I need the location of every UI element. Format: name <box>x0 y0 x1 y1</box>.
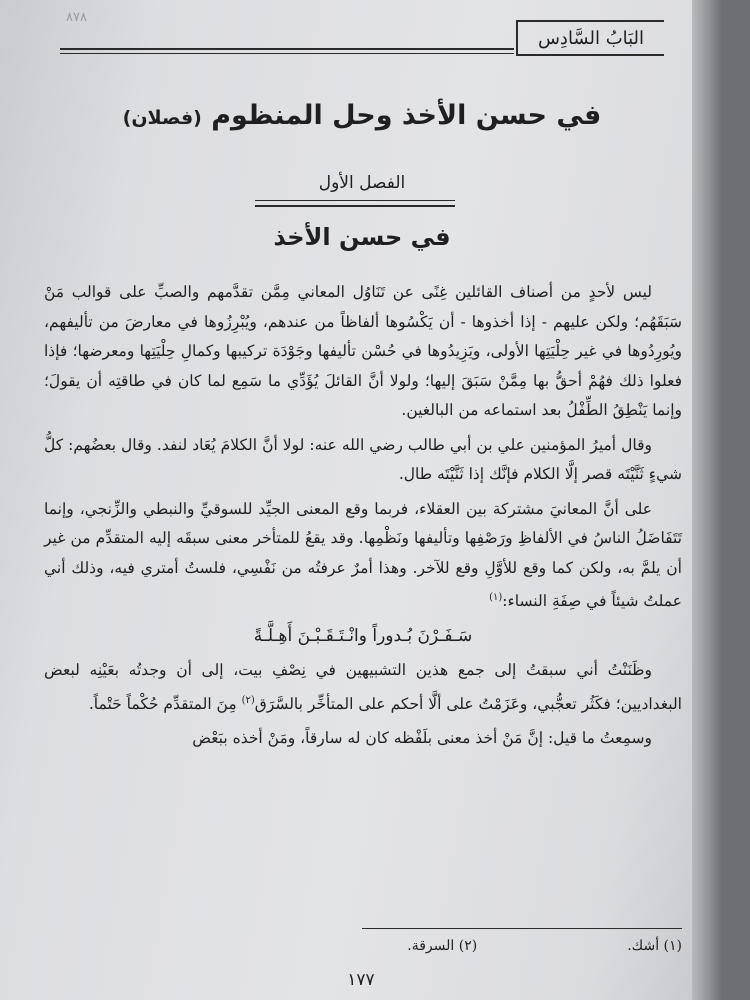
paragraph <box>44 656 682 719</box>
paragraph: ليس لأحدٍ من أصناف القائلين غِنًى عن تَنَاوُل المعاني مِمَّن تقدَّمهم والصبِّ على قوالب مَنْ سَبَقَهُم؛ ولكن عليهم - إذا أخذوها - أن يَكْسُوها ألفاظاً من عندهم، ويُبْرِزُوها في معارضَ من تأليفهم، ويُورِدُوها في غير حِلْيَتِها الأولى، ويَزِيدُوها في حُسْن تأليفها وجَوْدَة تركيبها وكمالِ حِلْيَتِها ومعرضها؛ فإذا فعلوا ذلك فهُمْ أحقُّ بها مِمَّنْ سَبَقَ إليها؛ ولولا أنَّ القائلَ يُؤَدِّي ما سَمِع لما كان في طاقتِه أن يقولَ؛ وإنما يَنْطِقُ الطِّفْلُ بعد استماعه من البالغين. <box>44 283 682 419</box>
verse-line: سَـفَـرْنَ بُـدوراً وانْـتَـقَـبْـنَ أَهِـلَّـةً <box>253 625 473 646</box>
section-title: في حسن الأخذ <box>273 223 451 251</box>
section-label: الفصل الأول <box>318 173 406 193</box>
footnote-ref: (٢) <box>241 694 255 706</box>
paragraph-text: مِنَ المتقدِّم حُكْماً حَتْماً. <box>88 694 237 713</box>
body-text <box>44 278 682 759</box>
running-header <box>60 14 664 58</box>
page-edge-shadow <box>692 0 722 1000</box>
running-title: البَابُ السَّادِس <box>516 20 664 56</box>
page-number: ١٧٧ <box>347 970 375 990</box>
paragraph <box>44 495 682 617</box>
section-rule-bold <box>255 205 455 207</box>
bleed-through-page-number: ٨٧٨ <box>66 10 87 25</box>
chapter-title <box>60 100 664 131</box>
paragraph: وسمِعتُ ما قيل: إنَّ مَنْ أخذ معنى بلَفْظه كان له سارقاً، ومَنْ أخذه ببَعْض <box>192 729 652 748</box>
paragraph-text: وظَنَنْتُ أني سبقتُ إلى جمع هذين التشبيهين في نِصْفِ بيت، إلى أن وجدتُه بعَيْنِه لبعض البغداديين؛ فكَثُر تعجُّبي، وعَزَمْتُ على ألَّا أحكم على المتأخِّر بالسَّرَق <box>44 661 682 713</box>
footnote-1: (١) أشك. <box>627 938 682 954</box>
header-rule <box>60 48 514 50</box>
footnote-2: (٢) السرقة. <box>407 938 478 954</box>
footnote-rule <box>362 928 682 929</box>
paragraph: وقال أميرُ المؤمنين علي بن أبي طالب رضي الله عنه: لولا أنَّ الكلامَ يُعَاد لنفد. وقال بعضُهم: كلُّ شيءٍ ثَنَّيْتَه قصر إلَّا الكلام فإنَّك إذا ثَنَّيْتَه طال. <box>44 435 682 483</box>
chapter-subtitle: (فصلان) <box>122 107 202 129</box>
footnote-ref: (١) <box>489 592 503 603</box>
chapter-title-text: في حسن الأخذ وحل المنظوم <box>211 100 602 131</box>
footnotes <box>60 938 682 954</box>
paragraph-text: على أنَّ المعانيَ مشتركة بين العقلاء، فربما وقع المعنى الجيِّد للسوقيِّ والنبطي والزِّنجي، وإنما تَتَفَاضَلُ الناسُ في الألفاظِ ورَصْفِها وتأليفها ونَظْمِها. وقد يقعُ للمتأخر معنى سبقَه إليه المتقدِّم من غير أن يلمَّ به، ولكن كما وقع للأوَّلِ وقع للآخر. وهذا أمرٌ عرفتُه من نَفْسِي، فلستُ أمتري فيه، وذلك أني عملتُ شيئاً في صِفَةِ النساء: <box>44 499 682 611</box>
header-rule-thin <box>60 53 514 54</box>
section-rule <box>255 200 455 201</box>
